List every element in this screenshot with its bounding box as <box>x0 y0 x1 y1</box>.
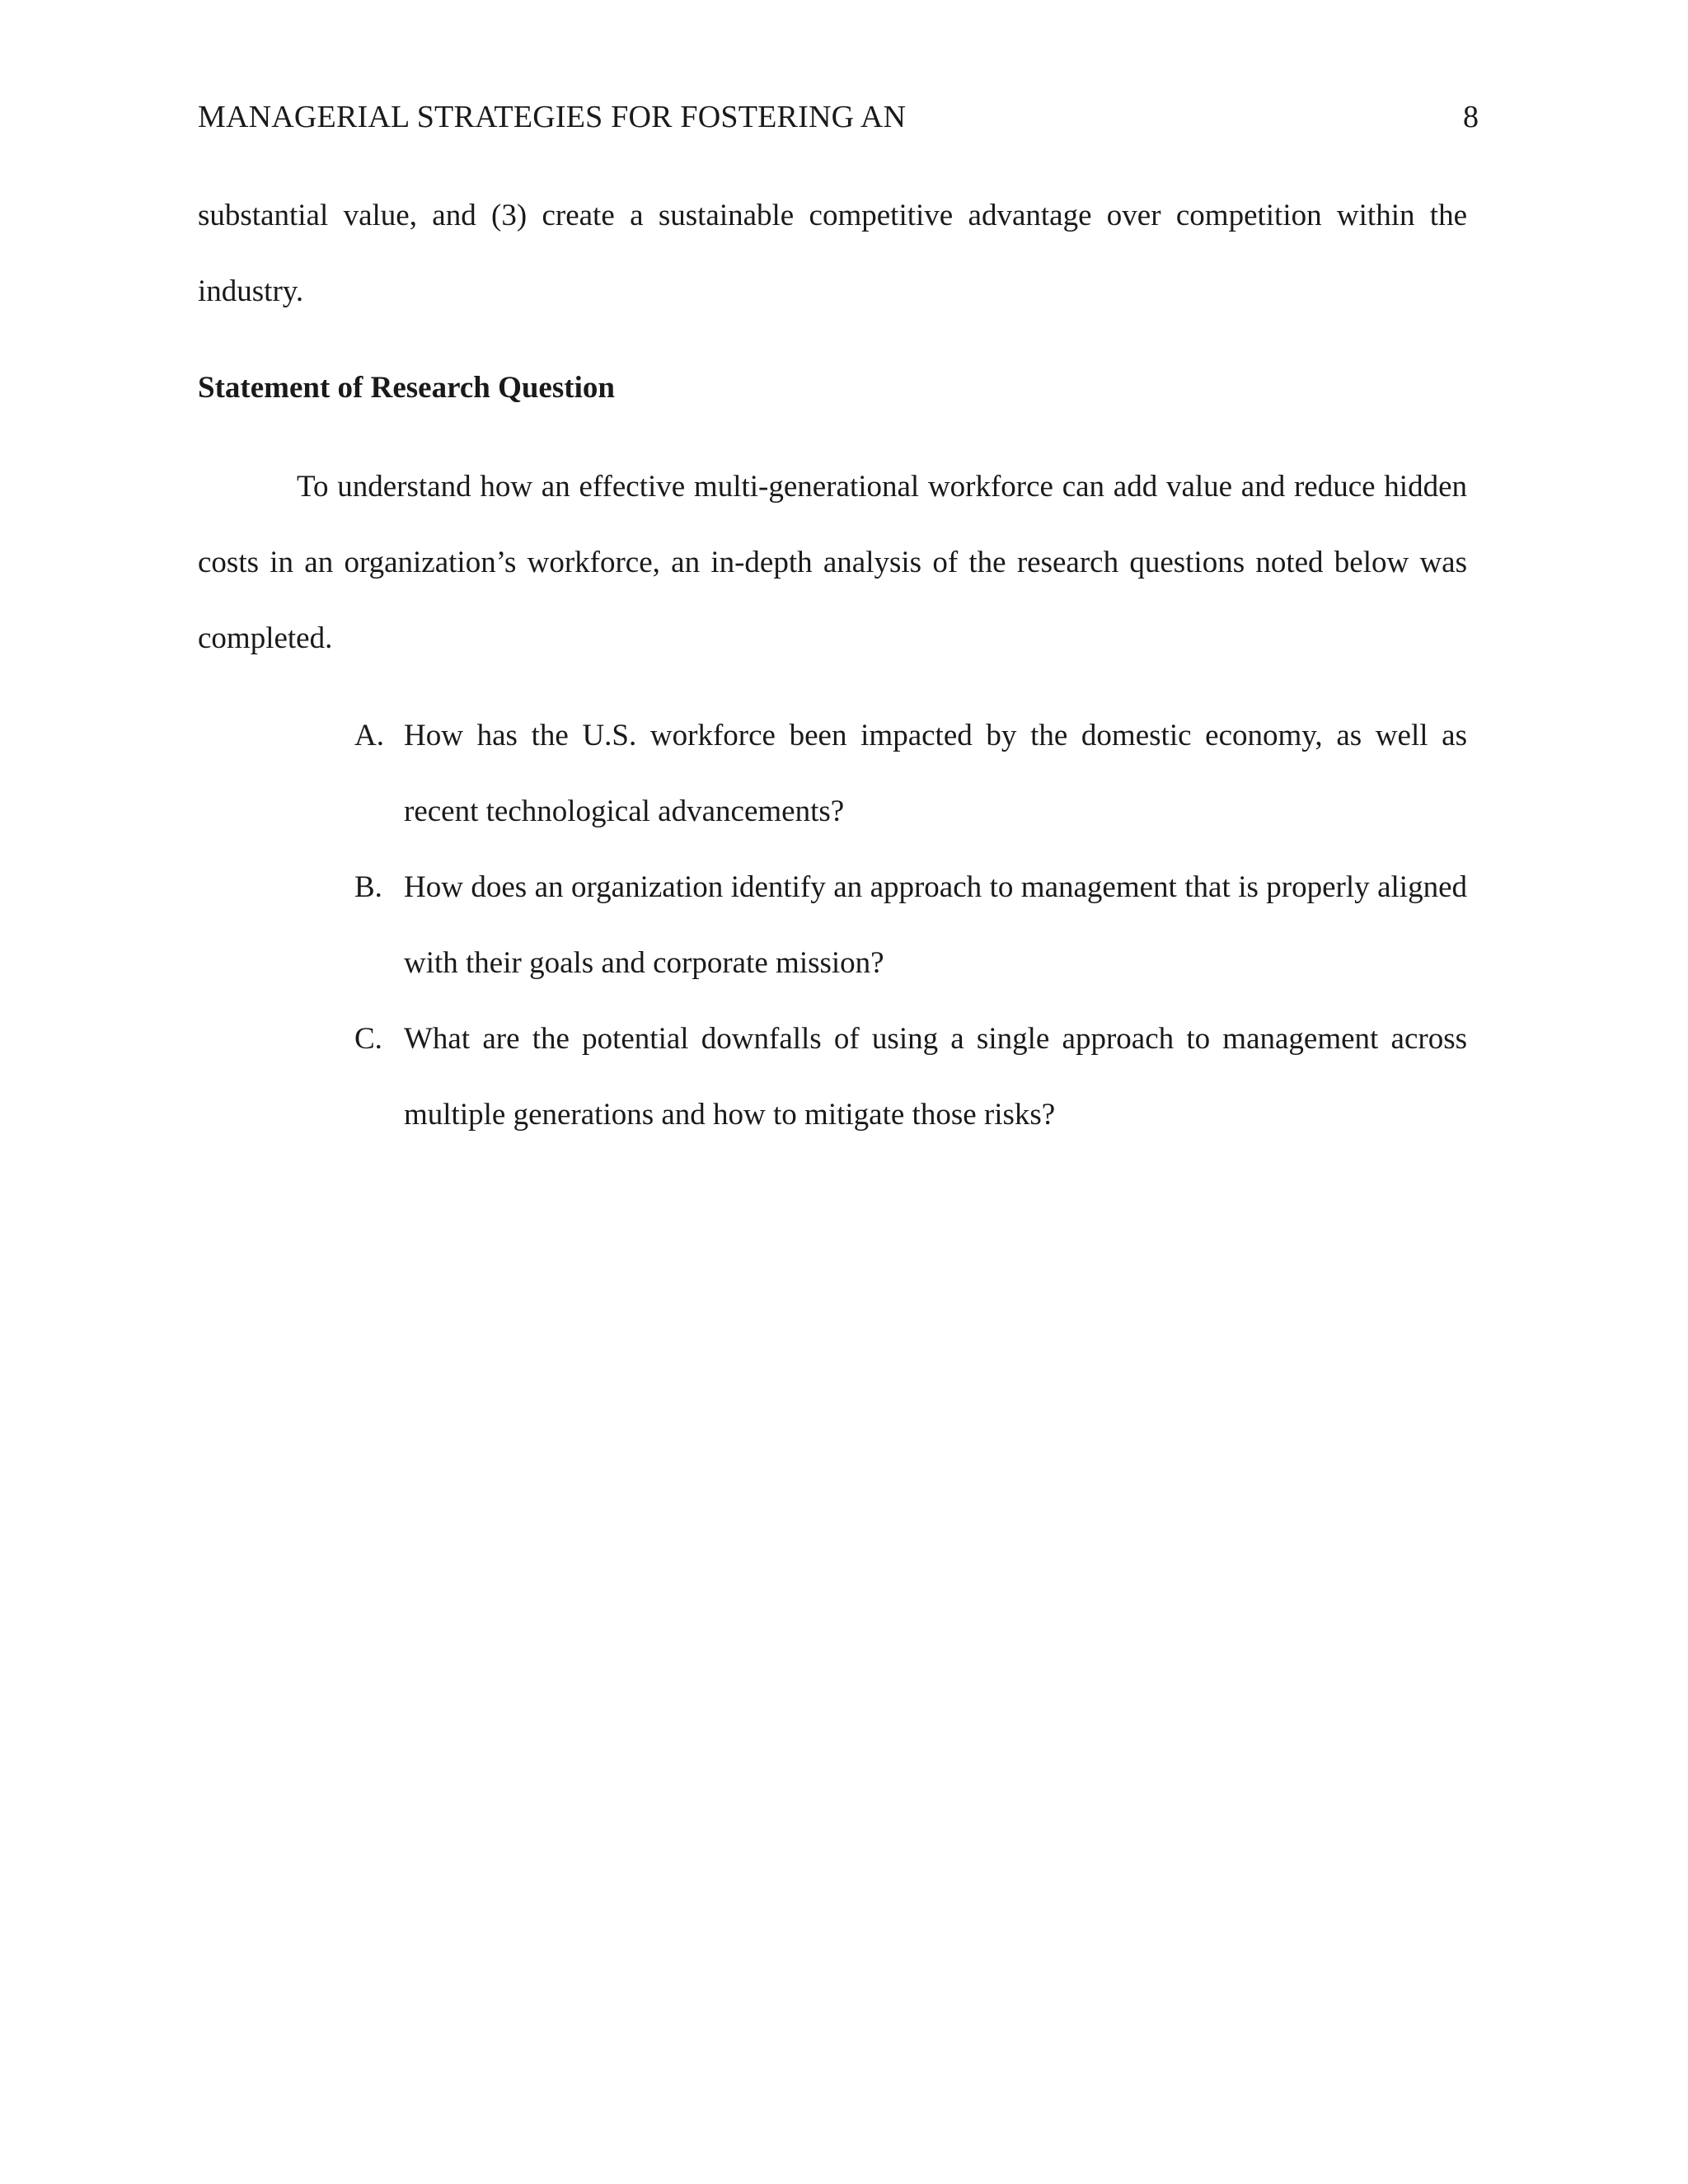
research-question-list <box>354 698 1467 1153</box>
page-number: 8 <box>1463 100 1479 134</box>
research-question-item <box>354 1001 1467 1153</box>
paragraph-continuation: substantial value, and (3) create a sustainable competitive advantage over competition within the industry. <box>198 199 1467 308</box>
research-question-item <box>354 850 1467 1001</box>
running-head: MANAGERIAL STRATEGIES FOR FOSTERING AN <box>198 100 907 134</box>
section-heading: Statement of Research Question <box>198 371 615 405</box>
list-marker: A. <box>354 719 384 752</box>
research-question-text: How has the U.S. workforce been impacted by the domestic economy, as well as recent technological advancements? <box>404 719 1467 828</box>
research-question-text: What are the potential downfalls of using a single approach to management across multiple generations and how to mitigate those risks? <box>404 1022 1467 1132</box>
research-question-item <box>354 698 1467 850</box>
list-marker: B. <box>354 870 382 904</box>
paragraph-intro: To understand how an effective multi-generational workforce can add value and reduce hidden costs in an organization’s workforce, an in-depth analysis of the research questions noted below was completed. <box>198 470 1467 655</box>
list-marker: C. <box>354 1022 382 1056</box>
research-question-text: How does an organization identify an approach to management that is properly aligned with their goals and corporate mission? <box>404 870 1467 980</box>
